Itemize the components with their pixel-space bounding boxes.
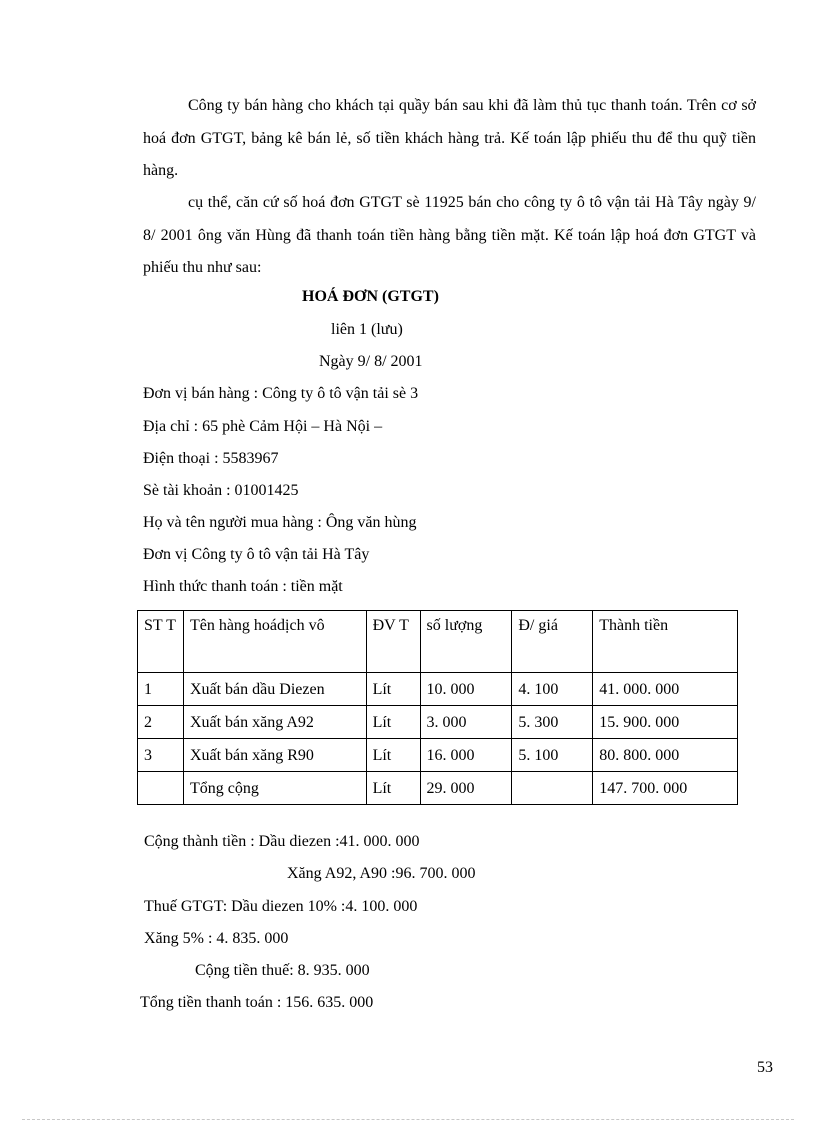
cell-unit: Lít	[366, 706, 420, 739]
cell-name: Xuất bán xăng A92	[183, 706, 366, 739]
cell-unit: Lít	[366, 739, 420, 772]
summary-subtotal-gasoline: Xăng A92, A90 :96. 700. 000	[287, 865, 476, 882]
header-qty: số lượng	[420, 611, 512, 673]
intro-paragraph-1: Công ty bán hàng cho khách tại quầy bán sau khi đã làm thủ tục thanh toán. Trên cơ sở hoá đơn GTGT, bảng kê bán lẻ, số tiền khách hàng trả. Kế toán lập phiếu thu để thu quỹ tiền hàng.	[143, 97, 756, 179]
seller-account: Sè tài khoản : 01001425	[143, 482, 299, 499]
table-row	[138, 739, 738, 772]
seller-address: Địa chỉ : 65 phè Cảm Hội – Hà Nội –	[143, 418, 383, 435]
header-stt: ST T	[138, 611, 184, 673]
page-bottom-divider	[22, 1119, 794, 1120]
cell-name: Xuất bán dầu Diezen	[183, 673, 366, 706]
cell-stt: 3	[138, 739, 184, 772]
cell-amount: 15. 900. 000	[593, 706, 738, 739]
cell-stt: 1	[138, 673, 184, 706]
cell-unit: Lít	[366, 673, 420, 706]
summary-subtotal-diesel: Cộng thành tiền : Dầu diezen :41. 000. 000	[144, 833, 420, 850]
cell-amount: 80. 800. 000	[593, 739, 738, 772]
seller-phone: Điện thoại : 5583967	[143, 450, 279, 467]
table-row	[138, 673, 738, 706]
cell-price: 4. 100	[512, 673, 593, 706]
seller-unit: Đơn vị bán hàng : Công ty ô tô vận tải sè 3	[143, 385, 419, 402]
intro-paragraph-2: cụ thể, căn cứ số hoá đơn GTGT sè 11925 bán cho công ty ô tô vận tải Hà Tây ngày 9/ 8/ 2001 ông văn Hùng đã thanh toán tiền hàng bằng tiền mặt. Kế toán lập hoá đơn GTGT và phiếu thu như sau:	[143, 194, 756, 276]
cell-amount: 41. 000. 000	[593, 673, 738, 706]
total-qty: 29. 000	[420, 772, 512, 805]
invoice-table	[137, 610, 738, 805]
header-amount: Thành tiền	[593, 611, 738, 673]
total-amount: 147. 700. 000	[593, 772, 738, 805]
buyer-name: Họ và tên người mua hàng : Ông văn hùng	[143, 514, 417, 531]
cell-price: 5. 300	[512, 706, 593, 739]
cell-qty: 3. 000	[420, 706, 512, 739]
table-total-row	[138, 772, 738, 805]
page-number: 53	[757, 1059, 773, 1076]
header-unit: ĐV T	[366, 611, 420, 673]
cell-stt: 2	[138, 706, 184, 739]
cell-price: 5. 100	[512, 739, 593, 772]
total-label: Tổng cộng	[183, 772, 366, 805]
invoice-copy-label: liên 1 (lưu)	[331, 321, 403, 338]
summary-total-tax: Cộng tiền thuế: 8. 935. 000	[195, 962, 370, 979]
table-header-row	[138, 611, 738, 673]
invoice-title: HOÁ ĐƠN (GTGT)	[302, 288, 439, 305]
summary-vat-gasoline: Xăng 5% : 4. 835. 000	[144, 930, 289, 947]
cell-name: Xuất bán xăng R90	[183, 739, 366, 772]
summary-grand-total: Tổng tiền thanh toán : 156. 635. 000	[140, 994, 374, 1011]
payment-method: Hình thức thanh toán : tiền mặt	[143, 578, 343, 595]
header-price: Đ/ giá	[512, 611, 593, 673]
invoice-date: Ngày 9/ 8/ 2001	[319, 353, 423, 370]
cell-qty: 16. 000	[420, 739, 512, 772]
header-name: Tên hàng hoádịch vô	[183, 611, 366, 673]
cell-qty: 10. 000	[420, 673, 512, 706]
total-price	[512, 772, 593, 805]
total-unit: Lít	[366, 772, 420, 805]
buyer-unit: Đơn vị Công ty ô tô vận tải Hà Tây	[143, 546, 370, 563]
table-row	[138, 706, 738, 739]
total-stt	[138, 772, 184, 805]
summary-vat-diesel: Thuế GTGT: Dầu diezen 10% :4. 100. 000	[144, 898, 418, 915]
